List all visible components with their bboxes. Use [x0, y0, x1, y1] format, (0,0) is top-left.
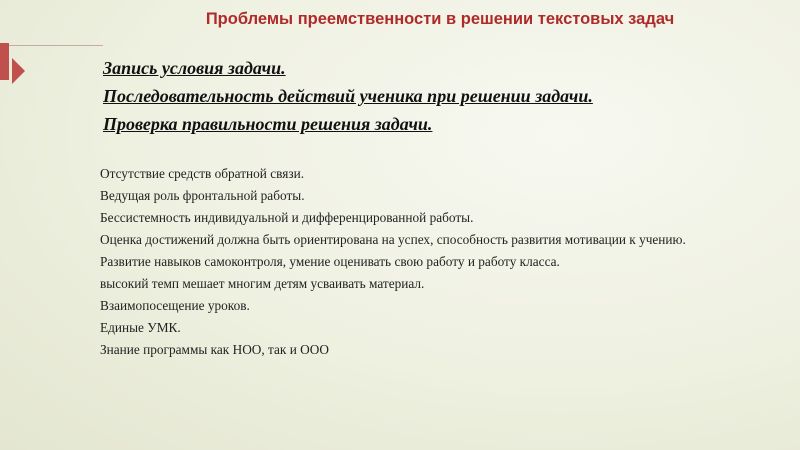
- main-point: [82, 58, 593, 86]
- main-point-text: Запись условия задачи.: [103, 58, 286, 78]
- slide-title: Проблемы преемственности в решении текстовых задач: [205, 10, 675, 28]
- accent-bar: [0, 43, 9, 80]
- sub-point-text: Бессистемность индивидуальной и дифференцированной работы.: [100, 210, 474, 225]
- main-point: [82, 86, 593, 114]
- sub-point: [82, 186, 722, 205]
- sub-point-text: Отсутствие средств обратной связи.: [100, 166, 305, 181]
- accent-triangle-icon: [12, 58, 25, 84]
- main-point-text: Последовательность действий ученика при решении задачи.: [103, 86, 593, 106]
- accent-line: [9, 45, 103, 46]
- sub-point: [82, 252, 722, 271]
- sub-point-text: Взаимопосещение уроков.: [100, 298, 250, 313]
- sub-points-list: [82, 164, 722, 362]
- sub-point: [82, 318, 722, 337]
- sub-point-text: Единые УМК.: [100, 320, 181, 335]
- sub-point-text: Оценка достижений должна быть ориентирована на успех, способность развития мотивации к учению.: [100, 232, 686, 247]
- sub-point: [82, 164, 722, 183]
- main-point-text: Проверка правильности решения задачи.: [103, 114, 433, 134]
- main-points-list: [82, 58, 593, 142]
- main-point: [82, 114, 593, 142]
- sub-point-text: Развитие навыков самоконтроля, умение оценивать свою работу и работу класса.: [100, 254, 560, 269]
- sub-point-text: высокий темп мешает многим детям усваивать материал.: [100, 276, 425, 291]
- sub-point: [82, 296, 722, 315]
- sub-point-text: Знание программы как НОО, так и ООО: [100, 342, 329, 357]
- sub-point: [82, 274, 722, 293]
- sub-point: [82, 340, 722, 359]
- sub-point-text: Ведущая роль фронтальной работы.: [100, 188, 305, 203]
- sub-point: [82, 230, 722, 249]
- sub-point: [82, 208, 722, 227]
